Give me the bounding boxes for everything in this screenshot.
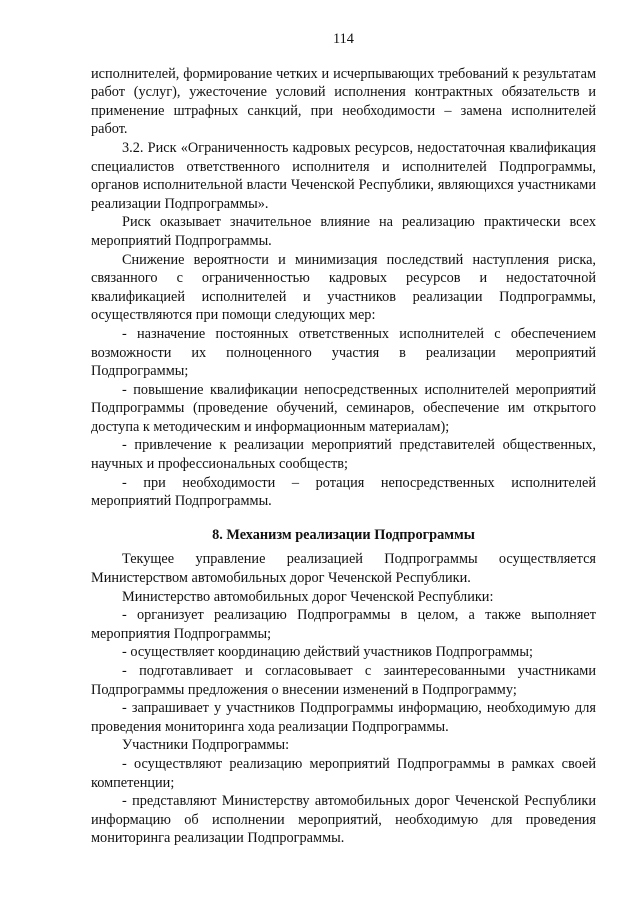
paragraph: исполнителей, формирование четких и исчерпывающих требований к результатам работ (услуг), ужесточение условий исполнения контрактных обязательств и применение штрафных санкций, при необходимости – замена исполнителей работ. <box>91 65 596 138</box>
list-item: - осуществляет координацию действий участников Подпрограммы; <box>122 644 533 661</box>
section-heading: 8. Механизм реализации Подпрограммы <box>212 526 475 543</box>
list-item: - при необходимости – ротация непосредственных исполнителей мероприятий Подпрограммы. <box>91 474 596 510</box>
paragraph: 3.2. Риск «Ограниченность кадровых ресурсов, недостаточная квалификация специалистов ответственного исполнителя и исполнителей Подпрограммы, органов исполнительной власти Чеченской Республики, являющихся участниками реализации Подпрограммы». <box>91 139 596 212</box>
list-item: - представляют Министерству автомобильных дорог Чеченской Республики информацию об исполнении мероприятий, необходимую для проведения мониторинга реализации Подпрограммы. <box>91 793 596 847</box>
paragraph: Участники Подпрограммы: <box>122 737 290 754</box>
paragraph: Риск оказывает значительное влияние на реализацию практически всех мероприятий Подпрограммы. <box>91 214 596 249</box>
page-number: 114 <box>333 31 354 47</box>
paragraph: Снижение вероятности и минимизация последствий наступления риска, связанного с ограниченностью кадровых ресурсов и недостаточной квалификацией исполнителей и участников реализации Подпрограммы, осуществляются при помощи следующих мер: <box>91 251 596 324</box>
section-before <box>91 65 596 511</box>
paragraph: Текущее управление реализацией Подпрограммы осуществляется Министерством автомобильных дорог Чеченской Республики. <box>91 551 596 587</box>
list-item: - запрашивает у участников Подпрограммы информацию, необходимую для проведения мониторинга хода реализации Подпрограммы. <box>91 700 596 735</box>
section-after <box>91 550 596 848</box>
document-page <box>91 30 596 848</box>
paragraph: Министерство автомобильных дорог Чеченской Республики: <box>122 588 494 605</box>
list-item: - осуществляют реализацию мероприятий Подпрограммы в рамках своей компетенции; <box>91 755 596 791</box>
list-item: - назначение постоянных ответственных исполнителей с обеспечением возможности их полноценного участия в реализации мероприятий Подпрограммы; <box>91 325 596 380</box>
list-item: - организует реализацию Подпрограммы в целом, а также выполняет мероприятия Подпрограммы; <box>91 607 596 642</box>
list-item: - привлечение к реализации мероприятий представителей общественных, научных и профессиональных сообществ; <box>91 437 596 473</box>
list-item: - подготавливает и согласовывает с заинтересованными участниками Подпрограммы предложения о внесении изменений в Подпрограмму; <box>91 663 596 698</box>
list-item: - повышение квалификации непосредственных исполнителей мероприятий Подпрограммы (проведение обучений, семинаров, обеспечение им открытого доступа к методическим и информационным материалам); <box>91 381 596 435</box>
